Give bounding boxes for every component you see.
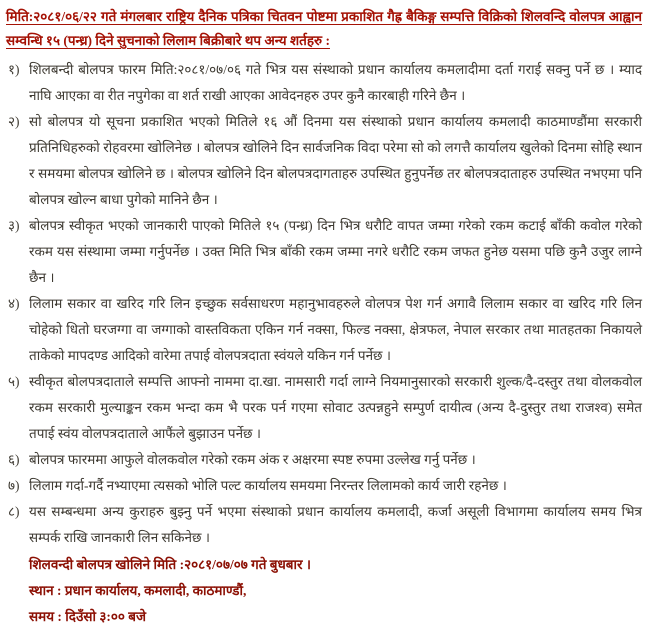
list-item bbox=[6, 291, 642, 369]
item-text: बोलपत्र फारममा आफुले वोलकवोल गरेको रकम अंक र अक्षरमा स्पष्ट रुपमा उल्लेख गर्नु पर्नेछ । bbox=[29, 452, 476, 467]
item-number: १) bbox=[8, 62, 20, 77]
item-text: सो बोलपत्र यो सूचना प्रकाशित भएको मितिले १६ औं दिनमा यस संस्थाको प्रधान कार्यालय कमलादी काठमाण्डौंमा सरकारी प्रतिनिधिहरुको रोहवरमा खोलिनेछ । बोलपत्र खोलिने दिन सार्वजनिक विदा परेमा सो को लगत्तै कार्यालय खुलेको दिनमा सोहि स्थान र समयमा बोलपत्र खोलिने छ । बोलपत्र खोलिने दिन बोलपत्रदागताहरु उपस्थित हुनुपर्नेछ तर बोलपत्रदाताहरु उपस्थित नभएमा पनि बोलपत्र खोल्न बाधा पुगेको मानिने छैन । bbox=[29, 114, 642, 207]
item-number: २) bbox=[8, 114, 20, 129]
opening-date-line: शिलवन्दी बोलपत्र खोलिने मिति :२०८१/०७/०७ गते बुधबार । bbox=[29, 557, 312, 572]
item-text: यस सम्बन्धमा अन्य कुराहरु बुझ्नु पर्ने भएमा संस्थाको प्रधान कार्यालय कमलादी, कर्जा असूली विभागमा कार्यालय समय भित्र सम्पर्क राखि जानकारी लिन सकिनेछ । bbox=[29, 504, 642, 545]
item-number: ८) bbox=[8, 504, 20, 519]
list-item bbox=[6, 447, 642, 473]
item-text: बोलपत्र स्वीकृत भएको जानकारी पाएको मितिले १५ (पन्ध्र) दिन भित्र धरौटि वापत जम्मा गरेको रकम कटाई बाँकी कवोल गरेको रकम यस संस्थामा जम्मा गर्नुपर्नेछ । उक्त मिति भित्र बाँकी रकम जम्मा नगरे धरौटि रकम जफत हुनेछ यसमा पछि कुनै उजुर लाग्ने छैन । bbox=[29, 218, 642, 285]
item-text: लिलाम सकार वा खरिद गरि लिन इच्छुक सर्वसाधरण महानुभावहरुले वोलपत्र पेश गर्न अगावै लिलाम सकार वा खरिद गरि लिन चोहेको धितो घरजग्गा वा जग्गाको वास्तविकता एकिन गर्न नक्सा, फिल्ड नक्सा, क्षेत्रफल, नेपाल सरकार तथा मातहतका निकायले ताकेको मापदण्ड आदिको वारेमा तपाई वोलपत्रदाता स्वंयले यकिन गर्न पर्नेछ । bbox=[29, 296, 642, 363]
list-item bbox=[6, 213, 642, 291]
list-item bbox=[6, 57, 642, 109]
notice-title: मिति:२०८१/०६/२२ गते मंगलबार राष्ट्रिय दैनिक पत्रिका चितवन पोष्टमा प्रकाशित गैह्र बैकिङ्ग सम्पत्ति विक्रिको शिलवन्दि वोलपत्र आह्वान सम्वन्धि १५ (पन्ध्र) दिने सुचनाको लिलाम बिक्रीबारे थप अन्य शर्तहरु : bbox=[6, 9, 642, 48]
item-number: ६) bbox=[8, 452, 20, 467]
notice-footer bbox=[6, 552, 642, 630]
list-item bbox=[6, 369, 642, 447]
list-item bbox=[6, 109, 642, 213]
location-line: स्थान : प्रधान कार्यालय, कमलादी, काठमाण्डौं, bbox=[29, 583, 247, 598]
list-item bbox=[6, 499, 642, 551]
time-line: समय : दिउँसो ३:०० बजे bbox=[29, 609, 146, 624]
item-text: लिलाम गर्दा-गर्दै नभ्याएमा त्यसको भोलि पल्ट कार्यालय समयमा निरन्तर लिलामको कार्य जारी रहनेछ । bbox=[29, 478, 507, 493]
item-number: ७) bbox=[8, 478, 20, 493]
list-item bbox=[6, 473, 642, 499]
item-text: स्वीकृत बोलपत्रदाताले सम्पत्ति आफ्नो नाममा दा.खा. नामसारी गर्दा लाग्ने नियमानुसारको सरकारी शुल्क/दै-दस्तुर तथा वोलकवोल रकम सरकारी मुल्याङ्कन रकम भन्दा कम भै परक पर्न गएमा सोवाट उत्पन्नहुने सम्पुर्ण दायीत्व (अन्य दै-दुस्तुर तथा राजश्व) समेत तपाई स्वंय वोलपत्रदाताले आफैंले बुझाउन पर्नेछ । bbox=[29, 374, 642, 441]
item-text: शिलबन्दी बोलपत्र फारम मिति:२०८१/०७/०६ गते भित्र यस संस्थाको प्रधान कार्यालय कमलादीमा दर्ता गराई सक्नु पर्ने छ । म्याद नाघि आएका वा रीत नपुगेका वा शर्त राखी आएका आवेदनहरु उपर कुनै कारबाही गरिने छैन । bbox=[29, 62, 642, 103]
item-number: ५) bbox=[8, 374, 20, 389]
conditions-list bbox=[6, 57, 642, 551]
item-number: ३) bbox=[8, 218, 20, 233]
item-number: ४) bbox=[8, 296, 20, 311]
